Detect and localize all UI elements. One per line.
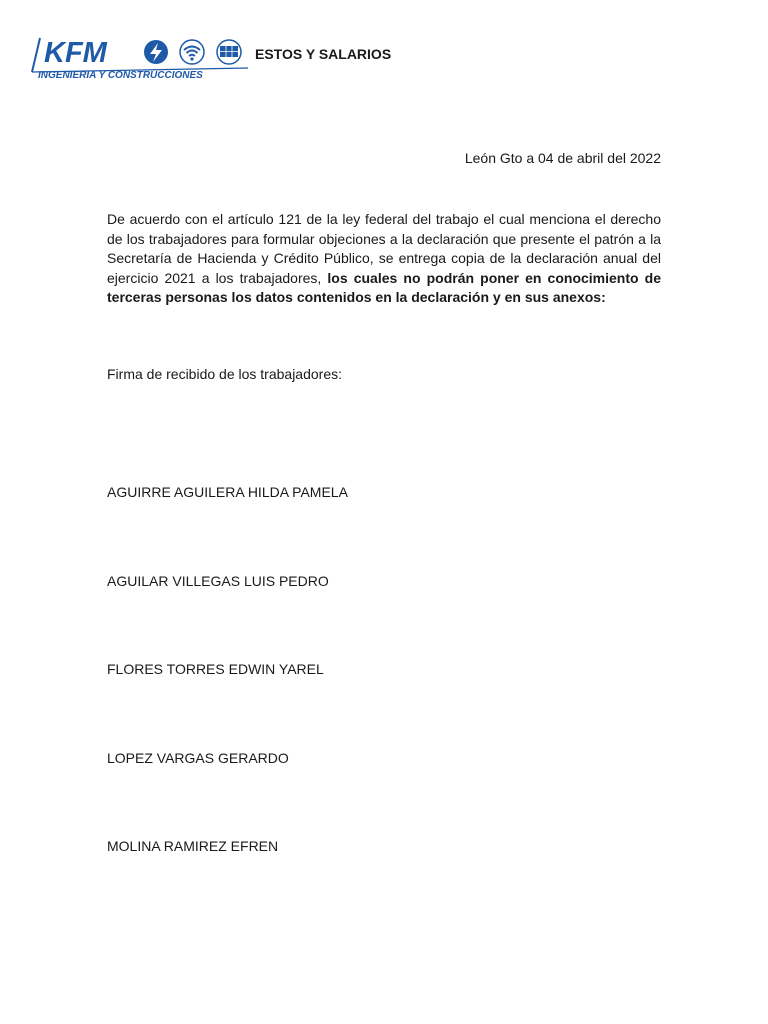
company-logo [30, 36, 252, 82]
worker-name: MOLINA RAMIREZ EFREN [107, 838, 279, 854]
letter-paragraph [107, 210, 661, 308]
paragraph-bold-text: los cuales no podrán poner en conocimiento de terceras personas los datos contenidos en la declaración y en sus anexos: [107, 269, 661, 306]
worker-name: FLORES TORRES EDWIN YAREL [107, 661, 324, 677]
worker-name: AGUIRRE AGUILERA HILDA PAMELA [107, 484, 348, 500]
worker-name: LOPEZ VARGAS GERARDO [107, 749, 289, 766]
wifi-icon [180, 40, 204, 64]
solar-panel-icon [217, 40, 241, 64]
workers-list [107, 484, 348, 927]
signature-label: Firma de recibido de los trabajadores: [107, 366, 343, 382]
svg-text:INGENIERIA Y CONSTRUCCIONES: INGENIERIA Y CONSTRUCCIONES [38, 70, 203, 81]
paragraph-normal-text: De acuerdo con el artículo 121 de la ley federal del trabajo el cual menciona el derecho de los trabajadores para formular objeciones a la declaración que presente el patrón a la Secretaría de Hacienda y Crédito Público, se entrega copia de la declaración anual del ejercicio 2021 a los trabajadores, [107, 211, 661, 286]
lightning-icon [144, 40, 168, 64]
worker-name: AGUILAR VILLEGAS LUIS PEDRO [107, 572, 329, 589]
letter-date: León Gto a 04 de abril del 2022 [464, 150, 661, 166]
header-title: ESTOS Y SALARIOS [255, 46, 392, 62]
svg-text:KFM: KFM [44, 37, 107, 69]
